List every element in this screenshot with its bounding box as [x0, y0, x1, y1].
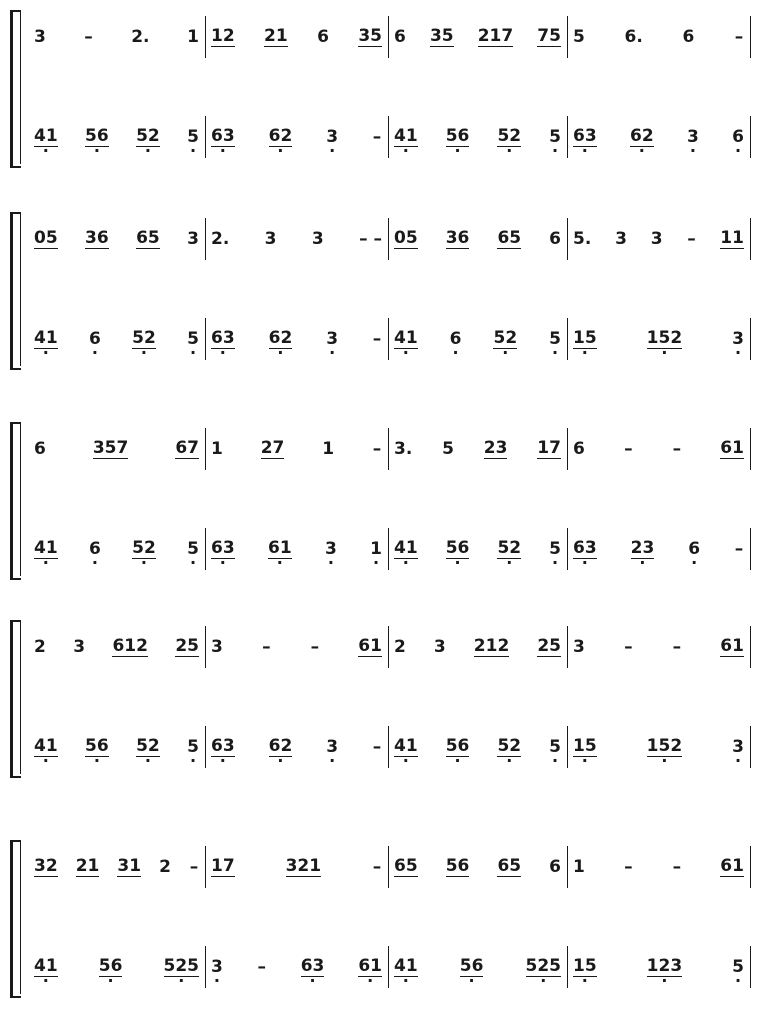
note-group: 5. — [573, 228, 592, 249]
note-group: 1 — [573, 856, 585, 877]
measure — [394, 940, 561, 994]
note-group: 2 — [159, 856, 171, 877]
note-group: 75 — [537, 25, 561, 46]
barline — [750, 528, 751, 570]
barline — [388, 218, 389, 260]
note-group: 52 · — [497, 540, 521, 559]
note-group: – — [310, 636, 320, 657]
note-group: 41 · — [34, 128, 58, 147]
note-group: 63 · — [211, 128, 235, 147]
barline — [567, 528, 568, 570]
note-group: 63 · — [573, 128, 597, 147]
note-group: 3 · — [325, 541, 337, 558]
score-system — [0, 10, 768, 164]
note-group: 61 · — [358, 958, 382, 977]
note-group: 52 · — [132, 540, 156, 559]
note-group: 3 · — [732, 739, 744, 756]
note-group: 52 · — [493, 330, 517, 349]
note-group: – — [624, 438, 633, 459]
measure — [573, 422, 744, 476]
note-group: 6 — [317, 26, 329, 47]
note-group: 62 · — [269, 738, 293, 757]
note-group: 41 · — [394, 958, 418, 977]
lower-staff — [0, 110, 768, 164]
note-group: 1 · — [370, 541, 382, 558]
note-group: 5 · — [187, 541, 199, 558]
barline — [388, 626, 389, 668]
note-group: 217 — [477, 25, 514, 46]
barline — [388, 428, 389, 470]
measure — [394, 422, 561, 476]
barline — [567, 16, 568, 58]
barline — [567, 218, 568, 260]
note-group: 63 · — [211, 540, 235, 559]
note-group: 17 — [211, 855, 235, 876]
note-group: – — [372, 856, 382, 877]
barline — [205, 626, 206, 668]
note-group: – — [372, 328, 382, 349]
measure — [34, 940, 199, 994]
note-group: 23 — [483, 437, 508, 458]
note-group: 6 · — [89, 541, 101, 558]
note-group: 65 — [394, 855, 418, 876]
note-group: 15 · — [573, 958, 597, 977]
note-group: 2 — [34, 636, 46, 657]
note-group: 25 — [537, 635, 561, 656]
barline — [567, 428, 568, 470]
note-group: 41 · — [34, 540, 58, 559]
note-group: 6 · — [688, 541, 700, 558]
note-group: 3 — [264, 228, 277, 249]
barline — [205, 116, 206, 158]
score-system — [0, 620, 768, 774]
note-group: 6 — [394, 26, 406, 47]
measure — [573, 312, 744, 366]
note-group: 357 — [92, 437, 129, 458]
note-group: 21 — [75, 855, 100, 876]
note-group: 23 · — [631, 540, 655, 559]
note-group: 32 — [34, 855, 58, 876]
note-group: 5 — [573, 26, 585, 47]
measure — [573, 212, 744, 266]
note-group: 3 — [211, 636, 223, 657]
note-group: 27 — [260, 437, 285, 458]
lower-staff — [0, 522, 768, 576]
note-group: 56 · — [460, 958, 484, 977]
note-group: 1 — [187, 26, 199, 47]
note-group: 212 — [473, 635, 510, 656]
note-group: 56 · — [446, 540, 470, 559]
note-group: – — [672, 438, 682, 459]
barline — [750, 428, 751, 470]
note-group: 6 · — [450, 331, 462, 348]
note-group: 56 · — [99, 958, 123, 977]
note-group: 6 — [34, 438, 46, 459]
note-group: – — [672, 856, 682, 877]
barline — [750, 726, 751, 768]
measure — [394, 312, 561, 366]
barline — [567, 318, 568, 360]
note-group: 6 · — [89, 331, 101, 348]
barline — [205, 726, 206, 768]
note-group: 6 — [549, 856, 561, 877]
note-group: 52 · — [132, 330, 156, 349]
note-group: 525 · — [164, 958, 200, 977]
barline — [567, 626, 568, 668]
note-group: 56 — [445, 855, 470, 876]
note-group: 152 · — [647, 330, 683, 349]
note-group: 15 · — [573, 330, 597, 349]
barline — [388, 726, 389, 768]
note-group: 3 — [187, 228, 199, 249]
note-group: – — [687, 228, 696, 249]
barline — [205, 428, 206, 470]
note-group: 52 · — [136, 738, 160, 757]
note-group: 62 · — [269, 330, 293, 349]
measure — [211, 212, 382, 266]
note-group: 21 — [264, 25, 288, 46]
barline — [388, 846, 389, 888]
measure — [34, 312, 199, 366]
lower-staff — [0, 720, 768, 774]
barline — [205, 218, 206, 260]
barline — [750, 218, 751, 260]
upper-staff — [0, 422, 768, 476]
note-group: 41 · — [394, 540, 418, 559]
note-group: 61 — [358, 635, 382, 656]
note-group: 12 — [211, 25, 235, 46]
note-group: 5 · — [187, 739, 199, 756]
note-group: – — [262, 636, 271, 657]
note-group: 5 · — [187, 129, 199, 146]
note-group: 5 · — [187, 331, 199, 348]
measure — [394, 10, 561, 64]
note-group: 63 · — [573, 540, 597, 559]
note-group: 1 — [211, 438, 223, 459]
note-group: 3 — [73, 636, 86, 657]
measure — [34, 522, 199, 576]
note-group: 05 — [34, 227, 58, 248]
note-group: 63 · — [211, 330, 235, 349]
measure — [394, 720, 561, 774]
note-group: 3 — [573, 636, 585, 657]
measure — [394, 110, 561, 164]
barline — [388, 116, 389, 158]
note-group: – — [624, 856, 633, 877]
note-group: 61 — [720, 635, 744, 656]
note-group: – — [624, 636, 633, 657]
lower-staff — [0, 940, 768, 994]
barline — [388, 528, 389, 570]
measure — [394, 212, 561, 266]
note-group: 2. — [211, 228, 230, 249]
note-group: 65 — [497, 227, 522, 248]
note-group: 3 — [650, 228, 663, 249]
score-system — [0, 422, 768, 576]
note-group: 63 · — [301, 958, 325, 977]
measure — [211, 940, 382, 994]
note-group: 31 — [117, 855, 142, 876]
measure — [211, 840, 382, 894]
measure — [211, 720, 382, 774]
note-group: 3 · — [326, 129, 338, 146]
note-group: 41 · — [34, 330, 58, 349]
note-group: 6 — [549, 228, 561, 249]
note-group: 67 — [175, 437, 199, 458]
note-group: 3 — [34, 26, 46, 47]
barline — [388, 946, 389, 988]
lower-staff — [0, 312, 768, 366]
measure — [34, 720, 199, 774]
barline — [205, 318, 206, 360]
note-group: 52 · — [136, 128, 160, 147]
measure — [573, 620, 744, 674]
note-group: 152 · — [647, 738, 683, 757]
note-group: 17 — [537, 437, 561, 458]
barline — [750, 626, 751, 668]
upper-staff — [0, 10, 768, 64]
note-group: 6. — [624, 26, 643, 47]
note-group: – — [734, 538, 744, 559]
note-group: 321 — [285, 855, 322, 876]
note-group: – — [372, 438, 382, 459]
note-group: 61 — [720, 437, 744, 458]
measure — [211, 110, 382, 164]
note-group: 5 · — [549, 129, 561, 146]
note-group: 11 — [720, 227, 744, 248]
barline — [750, 16, 751, 58]
barline — [388, 318, 389, 360]
note-group: 5 — [442, 438, 454, 459]
note-group: – — [189, 856, 199, 877]
note-group: – — [734, 26, 744, 47]
upper-staff — [0, 840, 768, 894]
note-group: 62 · — [630, 128, 654, 147]
note-group: 3 · — [687, 129, 699, 146]
barline — [567, 726, 568, 768]
note-group: 52 · — [497, 128, 521, 147]
measure — [573, 840, 744, 894]
measure — [394, 620, 561, 674]
barline — [205, 846, 206, 888]
barline — [750, 946, 751, 988]
note-group: 3 · — [326, 331, 338, 348]
note-group: 2. — [131, 26, 150, 47]
note-group: 3. — [394, 438, 413, 459]
note-group: 5 · — [732, 959, 744, 976]
note-group: 3 · — [732, 331, 744, 348]
note-group: 62 · — [269, 128, 293, 147]
note-group: 41 · — [394, 738, 418, 757]
note-group: 3 — [311, 228, 324, 249]
note-group: 41 · — [394, 330, 418, 349]
measure — [34, 10, 199, 64]
measure — [211, 312, 382, 366]
note-group: 56 · — [446, 128, 470, 147]
note-group: 612 — [112, 635, 148, 656]
measure — [34, 212, 199, 266]
measure — [211, 620, 382, 674]
barline — [750, 846, 751, 888]
barline — [567, 116, 568, 158]
note-group: 3 — [433, 636, 446, 657]
note-group: 63 · — [211, 738, 235, 757]
note-group: 6 — [682, 26, 695, 47]
note-group: 35 — [358, 25, 382, 46]
measure — [211, 522, 382, 576]
barline — [750, 318, 751, 360]
note-group: 5 · — [549, 331, 561, 348]
measure — [573, 522, 744, 576]
note-group: – — [84, 26, 93, 47]
note-group: 36 — [445, 227, 470, 248]
note-group: 56 · — [85, 738, 109, 757]
note-group: 56 · — [85, 128, 109, 147]
note-group: 52 · — [497, 738, 521, 757]
note-group: 05 — [394, 227, 418, 248]
note-group: 25 — [175, 635, 199, 656]
barline — [205, 528, 206, 570]
measure — [573, 10, 744, 64]
note-group: 41 · — [394, 128, 418, 147]
note-group: 56 · — [446, 738, 470, 757]
measure — [573, 720, 744, 774]
note-group: 3 · — [326, 739, 338, 756]
score-system — [0, 840, 768, 994]
measure — [34, 110, 199, 164]
note-group: 6 — [573, 438, 585, 459]
note-group: 36 — [85, 227, 109, 248]
note-group: 65 — [497, 855, 522, 876]
note-group: 15 · — [573, 738, 597, 757]
measure — [394, 522, 561, 576]
measure — [211, 422, 382, 476]
note-group: – — [372, 126, 382, 147]
measure — [34, 422, 199, 476]
note-group: 3 · — [211, 959, 223, 976]
note-group: – – — [359, 228, 382, 249]
measure — [573, 110, 744, 164]
measure — [211, 10, 382, 64]
barline — [750, 116, 751, 158]
note-group: 61 · — [268, 540, 292, 559]
measure — [394, 840, 561, 894]
note-group: 41 · — [34, 738, 58, 757]
note-group: 2 — [394, 636, 406, 657]
note-group: – — [257, 956, 267, 977]
note-group: 35 — [429, 25, 454, 46]
note-group: 5 · — [549, 541, 561, 558]
barline — [567, 846, 568, 888]
upper-staff — [0, 620, 768, 674]
note-group: 123 · — [647, 958, 683, 977]
note-group: 6 · — [732, 129, 744, 146]
barline — [567, 946, 568, 988]
barline — [205, 946, 206, 988]
note-group: – — [372, 736, 382, 757]
upper-staff — [0, 212, 768, 266]
note-group: – — [672, 636, 682, 657]
note-group: 65 — [136, 227, 160, 248]
note-group: 525 · — [526, 958, 562, 977]
note-group: 61 — [720, 855, 744, 876]
barline — [205, 16, 206, 58]
measure — [34, 620, 199, 674]
barline — [388, 16, 389, 58]
score-system — [0, 212, 768, 366]
note-group: 1 — [322, 438, 335, 459]
note-group: 5 · — [549, 739, 561, 756]
measure — [573, 940, 744, 994]
note-group: 41 · — [34, 958, 58, 977]
note-group: 3 — [615, 228, 627, 249]
measure — [34, 840, 199, 894]
